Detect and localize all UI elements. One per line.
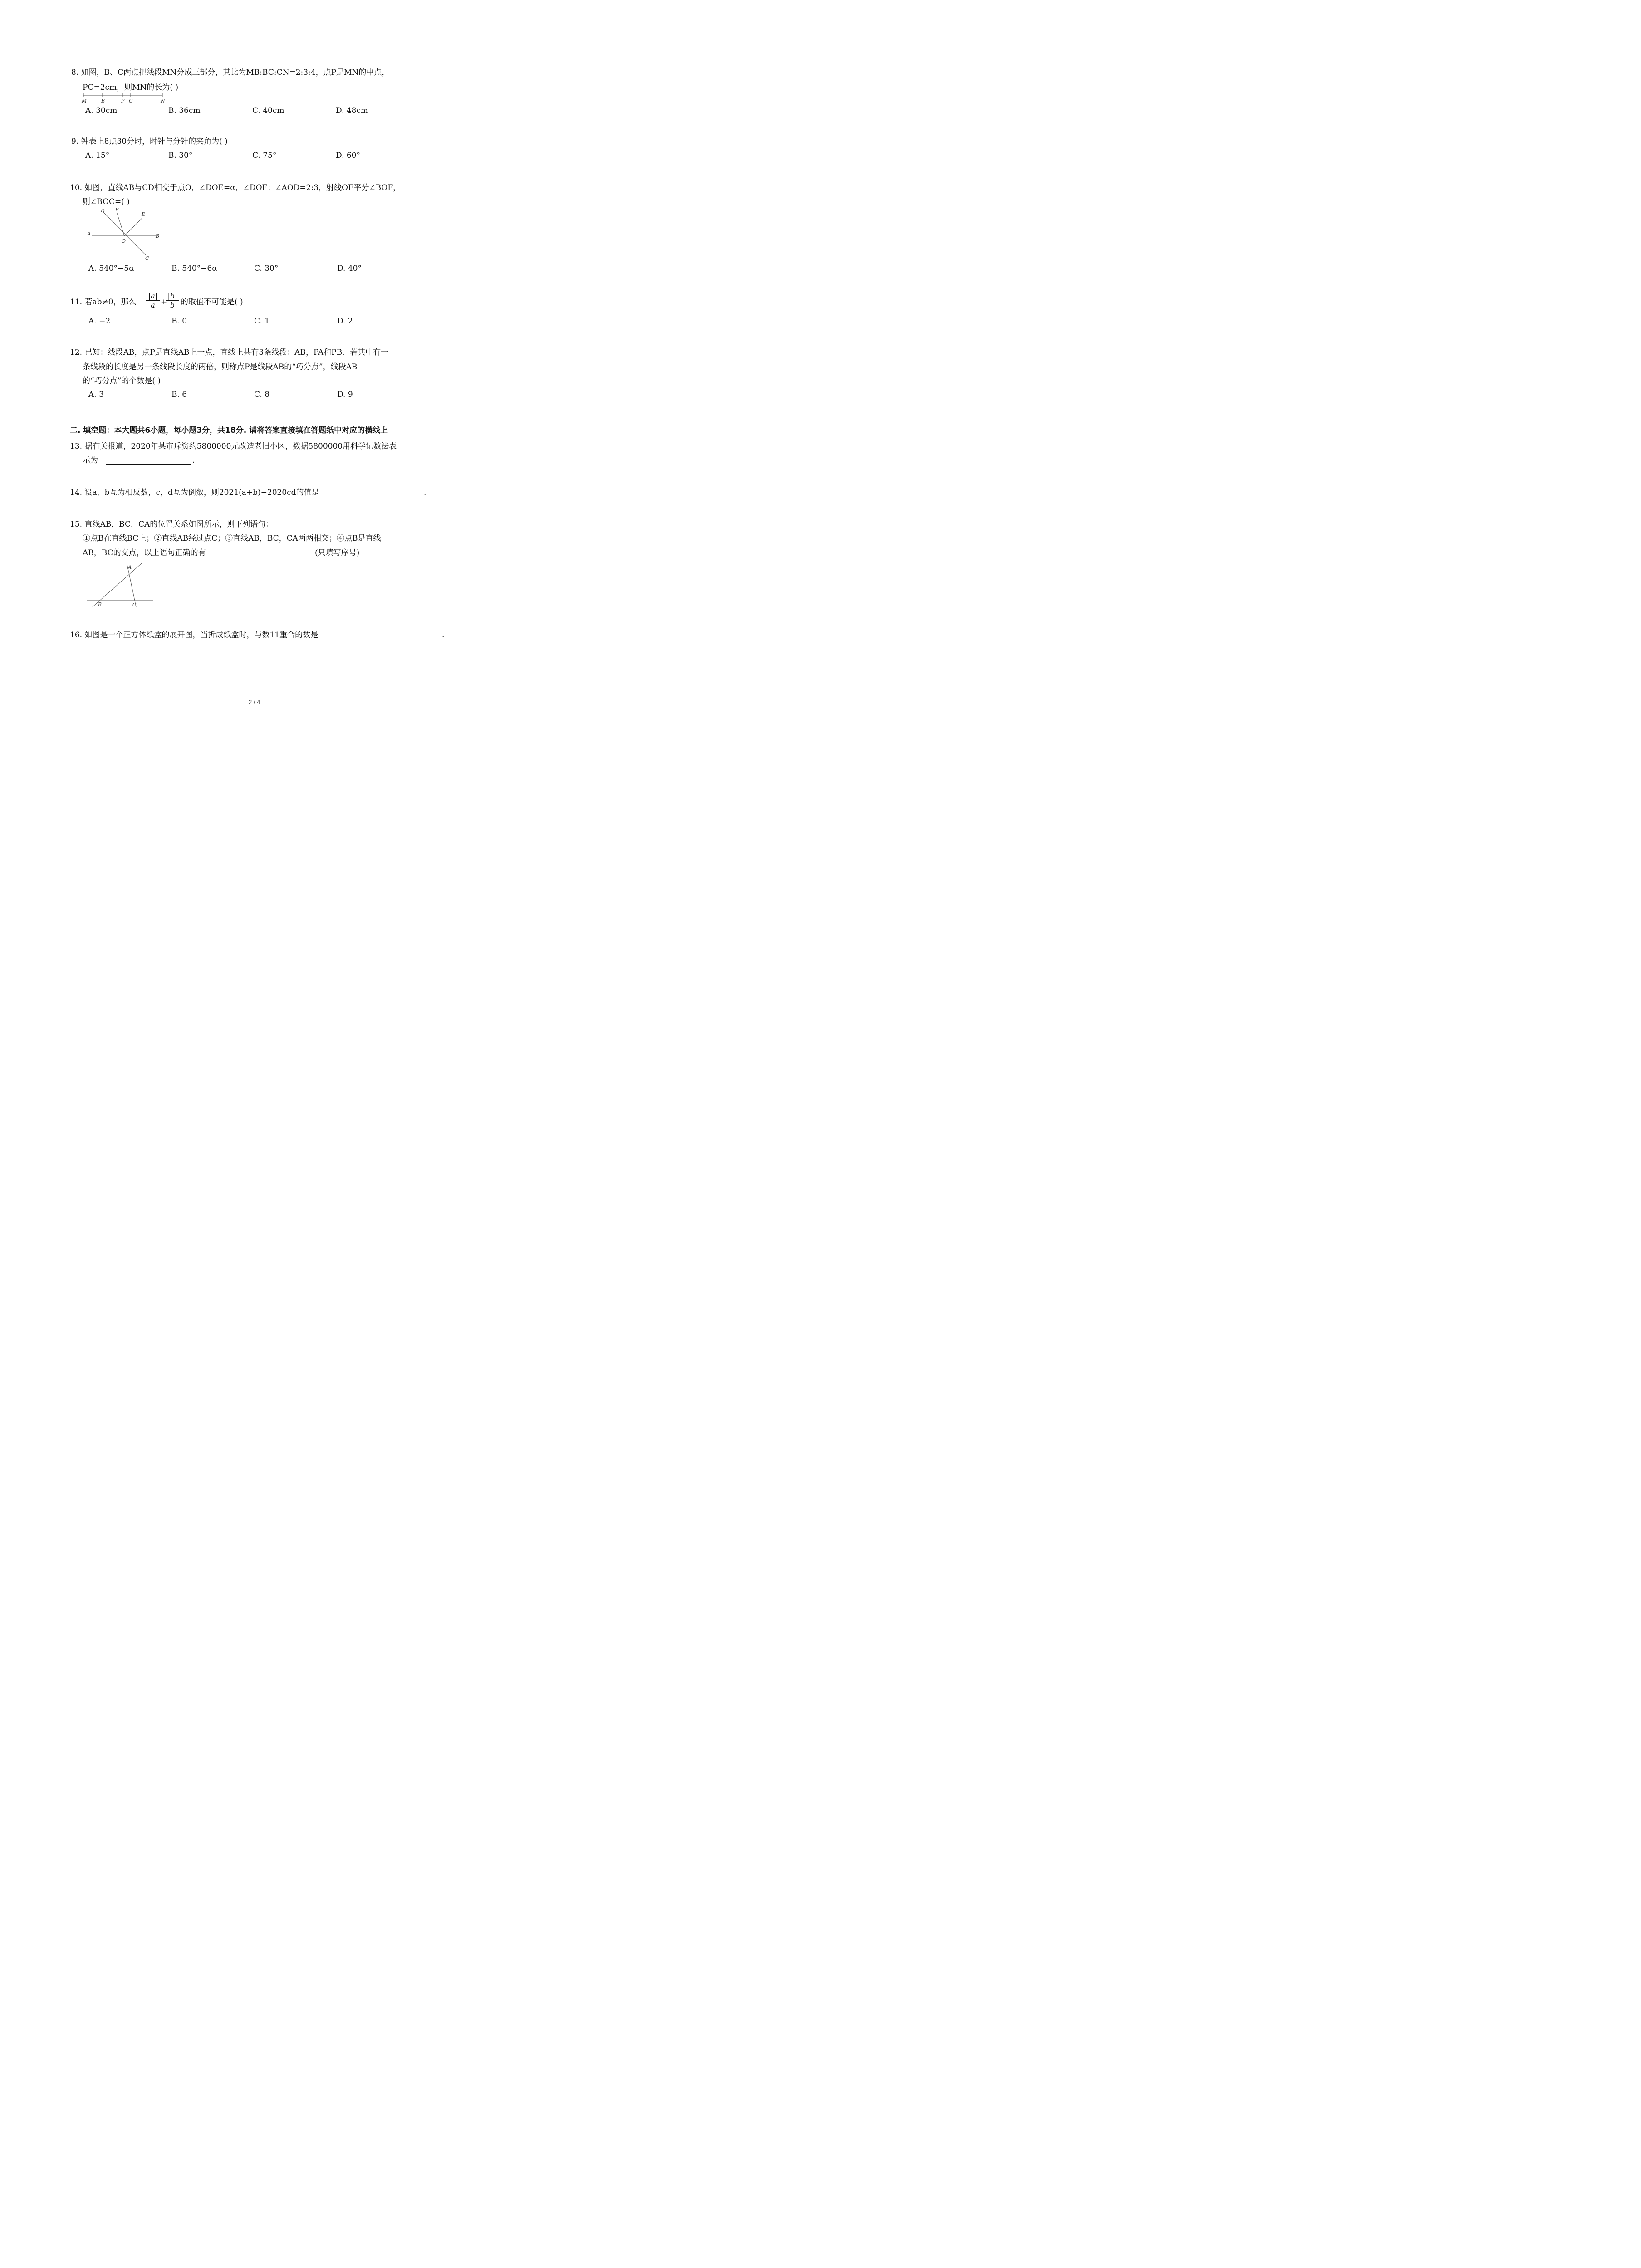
q13-answer-blank[interactable] [106, 464, 191, 465]
q11-option-d: D. 2 [337, 317, 353, 326]
q12-option-a: A. 3 [88, 390, 104, 399]
q12-line3: 的“巧分点”的个数是( ) [83, 376, 161, 386]
q14-line1: 14. 设a，b互为相反数，c，d互为倒数，则2021(a+b)−2020cd的值是 [70, 488, 319, 497]
q15-line2: ①点B在直线BC上；②直线AB经过点C；③直线AB，BC，CA两两相交；④点B是直线 [83, 534, 381, 543]
q14-suffix: . [424, 488, 426, 497]
q10-line2: 则∠BOC=( ) [83, 197, 130, 206]
q10-label-O: O [122, 238, 126, 244]
q15-line3-suffix: (只填写序号) [315, 548, 360, 557]
q8-label-C: C [129, 98, 133, 104]
q13-line1: 13. 据有关报道，2020年某市斥资约5800000元改造老旧小区，数据5800000用科学记数法表 [70, 442, 397, 451]
page-number: 2 / 4 [249, 699, 260, 705]
q10-label-B: B [156, 233, 160, 239]
q11-plus: + [161, 298, 167, 307]
q10-option-c: C. 30° [254, 264, 279, 273]
q11-option-b: B. 0 [171, 317, 187, 326]
q12-option-b: B. 6 [171, 390, 187, 399]
q8-line2: PC=2cm，则MN的长为( ) [83, 83, 179, 92]
q15-label-C: C [132, 602, 137, 608]
q9-option-a: A. 15° [85, 151, 110, 160]
q11-fraction-b-numerator: |b| [166, 292, 179, 301]
q16-line1: 16. 如图是一个正方体纸盒的展开图，当折成纸盒时，与数11重合的数是 [70, 631, 318, 640]
q8-label-P: P [121, 98, 125, 104]
q8-option-b: B. 36cm [168, 106, 201, 115]
q10-label-F: F [115, 208, 119, 213]
q11-suffix: 的取值不可能是( ) [181, 298, 243, 307]
q8-label-B: B [101, 98, 105, 104]
q10-label-A: A [87, 231, 91, 237]
q11-option-a: A. −2 [88, 317, 111, 326]
q12-option-c: C. 8 [254, 390, 270, 399]
q13-line2-suffix: . [192, 456, 195, 465]
q10-label-D: D [101, 208, 105, 214]
q11-option-c: C. 1 [254, 317, 270, 326]
q9-option-d: D. 60° [336, 151, 360, 160]
q12-option-d: D. 9 [337, 390, 353, 399]
q10-option-b: B. 540°−6α [171, 264, 217, 273]
q10-option-d: D. 40° [337, 264, 362, 273]
q8-option-c: C. 40cm [252, 106, 284, 115]
q8-line1: 8. 如图，B、C两点把线段MN分成三部分，其比为MB:BC:CN=2:3:4，点P是MN的中点， [71, 68, 390, 77]
q11-fraction-a-numerator: |a| [146, 292, 160, 301]
q11-fraction-b [166, 292, 179, 309]
q12-line2: 条线段的长度是另一条线段长度的两倍，则称点P是线段AB的“巧分点”，线段AB [83, 362, 358, 371]
q10-label-C: C [145, 255, 149, 261]
q12-line1: 12. 已知：线段AB，点P是直线AB上一点，直线上共有3条线段：AB，PA和PB．若其中有一 [70, 348, 389, 357]
q11-fraction-a-denominator: a [151, 301, 155, 309]
q14-answer-blank[interactable] [346, 496, 422, 497]
q11-fraction-b-denominator: b [170, 301, 175, 309]
q8-label-N: N [161, 98, 165, 104]
q8-segment-figure [80, 93, 171, 104]
section-2-heading: 二. 填空题：本大题共6小题，每小题3分，共18分. 请将答案直接填在答题纸中对应的横线上 [70, 426, 388, 435]
q9-line1: 9. 钟表上8点30分时，时针与分针的夹角为( ) [71, 137, 228, 146]
q10-label-E: E [142, 211, 146, 217]
q8-option-d: D. 48cm [336, 106, 368, 115]
q15-lines-figure [84, 562, 157, 608]
q16-suffix: . [442, 631, 445, 640]
q15-line3-prefix: AB，BC的交点，以上语句正确的有 [83, 548, 206, 557]
q11-prefix: 11. 若ab≠0，那么 [70, 298, 137, 307]
q10-angle-figure [84, 208, 166, 263]
q8-option-a: A. 30cm [85, 106, 118, 115]
q10-line1: 10. 如图，直线AB与CD相交于点O，∠DOE=α，∠DOF：∠AOD=2:3，射线OE平分∠BOF， [70, 183, 401, 192]
q8-label-M: M [82, 98, 87, 104]
q11-fraction-a [146, 292, 160, 309]
q15-label-A: A [128, 564, 132, 570]
q15-label-B: B [98, 601, 102, 607]
q10-option-a: A. 540°−5α [88, 264, 134, 273]
q15-line1: 15. 直线AB，BC，CA的位置关系如图所示，则下列语句： [70, 520, 274, 529]
q9-option-b: B. 30° [168, 151, 193, 160]
q13-line2-prefix: 示为 [83, 456, 98, 465]
q9-option-c: C. 75° [252, 151, 277, 160]
